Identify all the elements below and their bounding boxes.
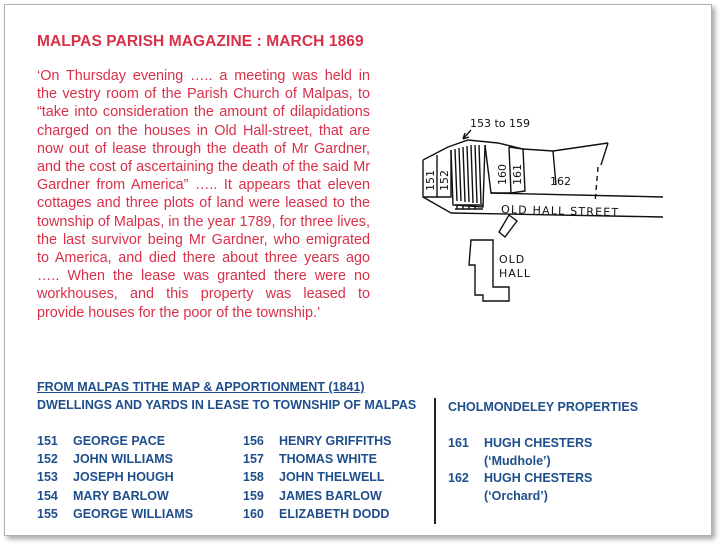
plot-number: 155 [37, 506, 58, 521]
list-item [37, 489, 193, 507]
plot-number: 156 [243, 434, 264, 448]
lane-outline [499, 215, 517, 237]
plot-number: 159 [243, 488, 264, 503]
plot-block-right [601, 143, 608, 165]
occupant-name: HUGH CHESTERS [484, 471, 593, 485]
cholmondeley-list [448, 436, 592, 506]
occupant-name: ELIZABETH DODD [279, 506, 390, 521]
old-hall-street-sketch-map [413, 105, 663, 305]
occupant-name: HENRY GRIFFITHS [279, 434, 392, 448]
page-title: MALPAS PARISH MAGAZINE : MARCH 1869 [37, 33, 364, 50]
list-item-note [448, 489, 592, 507]
list-item [243, 470, 392, 488]
property-note: (‘Orchard’) [484, 488, 548, 503]
list-item-note [448, 454, 592, 472]
list-item [37, 470, 193, 488]
plot-number: 157 [243, 452, 264, 467]
occupant-name: JOSEPH HOUGH [73, 470, 174, 485]
plot-number: 152 [37, 452, 58, 467]
map-label-street: OLD HALL STREET [500, 203, 620, 220]
list-item [243, 489, 392, 507]
list-item [448, 436, 592, 454]
tithe-list-column-2 [243, 434, 392, 525]
plot-number: 158 [243, 470, 264, 485]
magazine-quote: ‘On Thursday evening ….. a meeting was held in the vestry room of the Parish Church of Malpas, to “take into consideration the amount of dilapidations charged on the houses in Old Hall-street, that are now out of lease through the death of Mr Gardner, and the cost of ascertaining the death of the said Mr Gardner from America” ….. It appears that eleven cottages and three plots of land were leased to the township of Malpas, in the year 1789, for three lives, the last survivor being Mr Gardner, who emigrated to America, and died there about three years ago ….. When the lease was granted there were no workhouses, and this property was leased to provide houses for the poor of the township.’ [37, 68, 370, 321]
cholmondeley-heading: CHOLMONDELEY PROPERTIES [448, 400, 639, 414]
map-label-160: 160 [496, 164, 509, 185]
dashed-boundary [595, 167, 598, 203]
plot-number: 153 [37, 470, 58, 485]
map-label-range: 153 to 159 [470, 117, 531, 130]
map-label-old: OLD [499, 253, 526, 266]
map-label-151: 151 [424, 170, 437, 191]
property-note: (‘Mudhole’) [484, 453, 551, 468]
occupant-name: THOMAS WHITE [279, 452, 377, 467]
plot-number: 162 [448, 471, 469, 485]
list-item [448, 471, 592, 489]
column-divider [434, 398, 436, 524]
list-item [37, 507, 193, 525]
occupant-name: JOHN WILLIAMS [73, 452, 173, 467]
occupant-name: GEORGE PACE [73, 434, 166, 448]
map-label-hall: HALL [499, 267, 532, 280]
magazine-page [4, 4, 712, 536]
tithe-subheading: DWELLINGS AND YARDS IN LEASE TO TOWNSHIP OF MALPAS [37, 398, 417, 412]
map-label-152: 152 [438, 170, 451, 191]
occupant-name: JAMES BARLOW [279, 488, 382, 503]
list-item [243, 452, 392, 470]
street-west-line [423, 197, 451, 213]
occupant-name: HUGH CHESTERS [484, 436, 593, 450]
list-item [243, 507, 392, 525]
plot-number: 160 [243, 506, 264, 521]
tithe-list-column-1 [37, 434, 193, 525]
occupant-name: JOHN THELWELL [279, 470, 385, 485]
plot-number: 161 [448, 436, 469, 450]
map-label-161: 161 [511, 164, 524, 185]
plot-number: 154 [37, 488, 58, 503]
occupant-name: GEORGE WILLIAMS [73, 506, 194, 521]
occupant-name: MARY BARLOW [73, 488, 169, 503]
list-item [37, 434, 193, 452]
list-item [37, 452, 193, 470]
list-item [243, 434, 392, 452]
map-label-162: 162 [550, 175, 571, 188]
plot-number: 151 [37, 434, 58, 448]
tithe-heading: FROM MALPAS TITHE MAP & APPORTIONMENT (1841) [37, 380, 365, 394]
street-north-line [491, 193, 663, 197]
plots-153-159-hatch [455, 145, 481, 204]
